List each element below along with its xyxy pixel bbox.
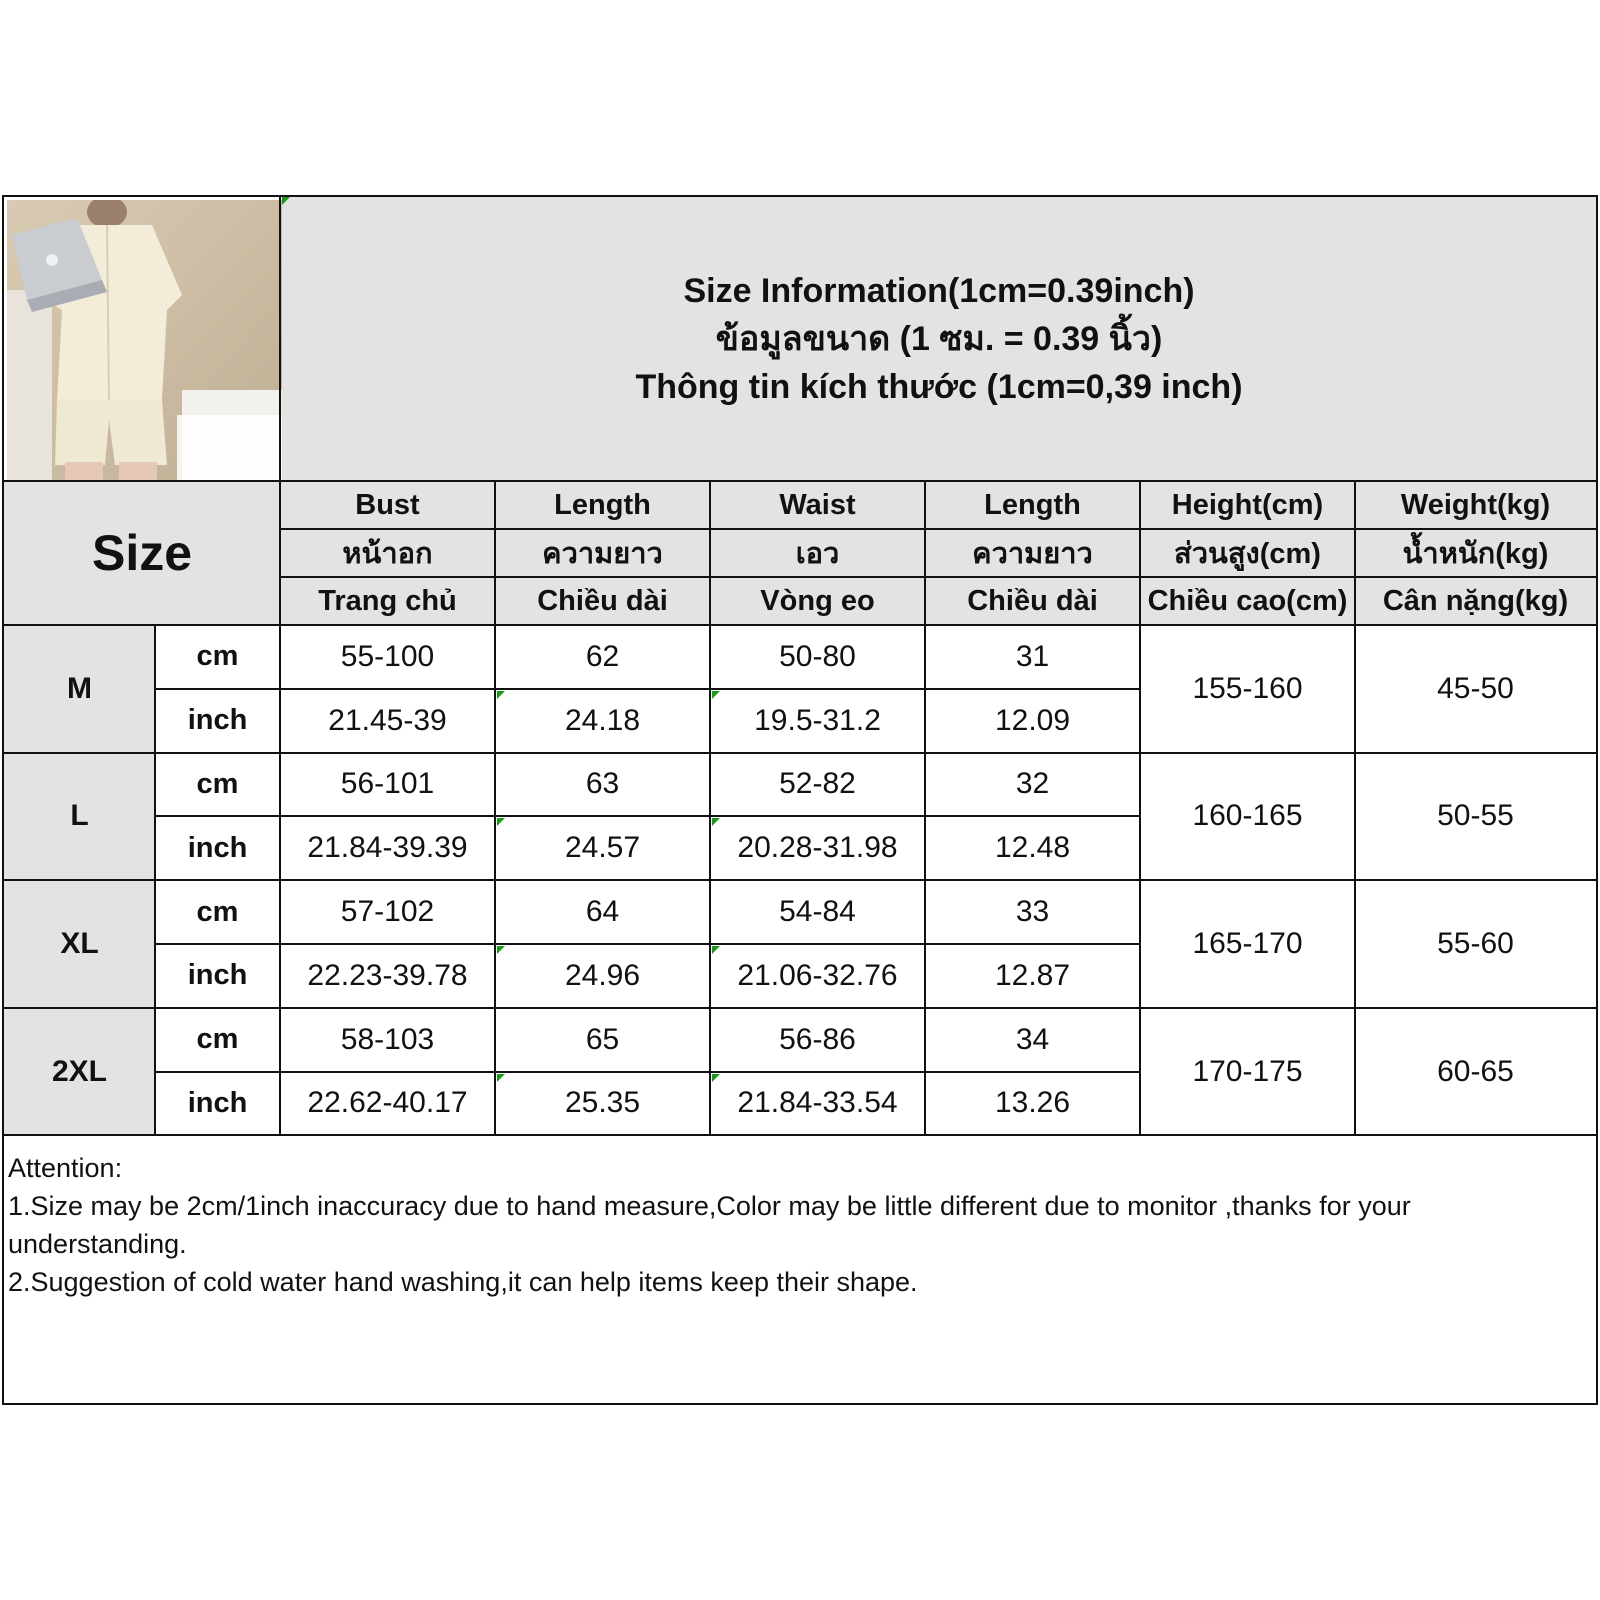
unit-label: inch [187,1086,248,1119]
size-name-cell [4,1008,155,1136]
measurement-cell [710,880,925,944]
column-header-label: ส่วนสูง(cm) [1174,538,1321,570]
measurement-cell [710,1008,925,1072]
measurement-value: 62 [585,639,620,673]
cell-marker-icon [497,818,505,826]
unit-cell [155,944,280,1008]
unit-label: inch [187,959,248,992]
measurement-value: 22.62-40.17 [307,1086,468,1120]
grid-line [4,480,1596,482]
unit-cell [155,753,280,817]
size-header [4,481,280,625]
measurement-value: 24.18 [564,703,641,737]
measurement-cell [925,753,1140,817]
unit-label: cm [196,895,239,928]
measurement-cell [710,944,925,1008]
measurement-cell [280,816,495,880]
cell-marker-icon [497,1074,505,1082]
height-cell [1140,625,1355,753]
grid-line [924,481,926,1135]
column-header-4-th [1140,529,1355,577]
weight-value: 55-60 [1437,926,1514,960]
notes-line-1: 1.Size may be 2cm/1inch inaccuracy due to hand measure,Color may be little different due to monitor ,thanks for your [8,1191,1411,1221]
measurement-value: 19.5-31.2 [754,703,881,737]
measurement-value: 24.57 [564,831,641,865]
measurement-cell [280,689,495,753]
weight-value: 45-50 [1437,671,1514,705]
notes-line-1-continued: understanding. [8,1229,187,1259]
product-photo-image [7,200,282,480]
height-cell [1140,1008,1355,1136]
measurement-value: 22.23-39.78 [307,958,468,992]
unit-label: inch [187,831,248,864]
column-header-1-th [495,529,710,577]
measurement-value: 20.28-31.98 [737,831,898,865]
measurement-value: 21.06-32.76 [737,958,898,992]
measurement-value: 33 [1015,895,1050,929]
grid-line [494,481,496,1135]
column-header-label: ความยาว [972,538,1093,570]
grid-line [709,481,711,1135]
grid-line [155,688,1140,690]
grid-line [4,624,1596,626]
column-header-label: Chiều cao(cm) [1147,584,1348,617]
measurement-cell [710,1072,925,1136]
height-value: 155-160 [1192,671,1303,705]
grid-line [279,197,281,1135]
cell-marker-icon [712,691,720,699]
measurement-cell [925,1072,1140,1136]
cell-marker-icon [712,818,720,826]
cell-marker-icon [712,946,720,954]
measurement-cell [280,880,495,944]
unit-label: cm [196,767,239,800]
grid-line [154,625,156,1135]
grid-line [4,752,1596,754]
title-block [282,197,1596,481]
measurement-value: 56-86 [779,1022,856,1056]
measurement-value: 24.96 [564,958,641,992]
attention-notes [8,1149,1578,1301]
measurement-cell [710,625,925,689]
measurement-value: 54-84 [779,895,856,929]
column-header-0-en [280,481,495,529]
column-header-0-th [280,529,495,577]
column-header-5-vi [1355,577,1596,625]
size-chart [2,195,1598,1405]
measurement-cell [280,1072,495,1136]
measurement-value: 50-80 [779,639,856,673]
measurement-cell [280,753,495,817]
column-header-0-vi [280,577,495,625]
weight-cell [1355,625,1596,753]
measurement-value: 34 [1015,1022,1050,1056]
column-header-5-th [1355,529,1596,577]
column-header-2-en [710,481,925,529]
column-header-label: Chiều dài [967,584,1098,617]
column-header-label: Waist [779,488,856,521]
measurement-cell [495,944,710,1008]
unit-cell [155,816,280,880]
measurement-value: 55-100 [340,639,435,673]
measurement-cell [710,689,925,753]
column-header-label: หน้าอก [342,538,433,570]
unit-label: inch [187,704,248,737]
column-header-2-vi [710,577,925,625]
grid-line [155,943,1140,945]
notes-heading: Attention: [8,1153,123,1183]
column-header-3-vi [925,577,1140,625]
height-cell [1140,880,1355,1008]
column-header-label: Length [984,488,1081,521]
unit-label: cm [196,640,239,673]
grid-line [4,1007,1596,1009]
grid-line [280,528,1596,530]
column-header-label: Cân nặng(kg) [1382,584,1569,617]
measurement-cell [925,880,1140,944]
cell-marker-icon [497,946,505,954]
size-name-cell [4,753,155,881]
size-name: M [67,671,92,705]
grid-line [4,879,1596,881]
size-name: 2XL [51,1054,108,1088]
measurement-value: 65 [585,1022,620,1056]
column-header-2-th [710,529,925,577]
grid-line [280,576,1596,578]
weight-value: 60-65 [1437,1054,1514,1088]
measurement-value: 63 [585,767,620,801]
measurement-cell [925,816,1140,880]
column-header-3-en [925,481,1140,529]
column-header-label: Length [554,488,651,521]
size-name-cell [4,880,155,1008]
grid-line [4,1134,1596,1136]
height-value: 170-175 [1192,1054,1303,1088]
unit-cell [155,880,280,944]
measurement-cell [495,753,710,817]
column-header-label: Chiều dài [537,584,668,617]
unit-cell [155,689,280,753]
measurement-cell [280,625,495,689]
measurement-value: 58-103 [340,1022,435,1056]
measurement-cell [925,625,1140,689]
weight-cell [1355,880,1596,1008]
title-thai: ข้อมูลขนาด (1 ซม. = 0.39 นิ้ว) [715,320,1163,358]
weight-value: 50-55 [1437,799,1514,833]
height-cell [1140,753,1355,881]
measurement-value: 21.84-39.39 [307,831,468,865]
grid-line [155,815,1140,817]
size-header-label: Size [91,525,193,581]
measurement-value: 32 [1015,767,1050,801]
cell-marker-icon [282,197,290,205]
column-header-label: Trang chủ [318,584,457,617]
measurement-cell [710,753,925,817]
measurement-value: 13.26 [994,1086,1071,1120]
column-header-4-vi [1140,577,1355,625]
weight-cell [1355,1008,1596,1136]
measurement-value: 57-102 [340,895,435,929]
weight-cell [1355,753,1596,881]
column-header-label: เอว [795,538,840,570]
measurement-cell [280,944,495,1008]
measurement-value: 52-82 [779,767,856,801]
height-value: 160-165 [1192,799,1303,833]
measurement-cell [495,880,710,944]
column-header-label: ความยาว [542,538,663,570]
measurement-value: 12.87 [994,958,1071,992]
measurement-value: 12.09 [994,703,1071,737]
column-header-label: Height(cm) [1171,488,1324,521]
measurement-cell [925,944,1140,1008]
size-name: L [70,799,89,833]
unit-cell [155,1008,280,1072]
title-vietnamese: Thông tin kích thước (1cm=0,39 inch) [635,368,1243,406]
measurement-value: 31 [1015,639,1050,673]
measurement-value: 64 [585,895,620,929]
measurement-cell [495,1072,710,1136]
column-header-3-th [925,529,1140,577]
column-header-1-vi [495,577,710,625]
measurement-value: 21.84-33.54 [737,1086,898,1120]
product-photo [7,200,282,480]
notes-line-2: 2.Suggestion of cold water hand washing,it can help items keep their shape. [8,1267,918,1297]
cell-marker-icon [712,1074,720,1082]
column-header-5-en [1355,481,1596,529]
measurement-cell [710,816,925,880]
measurement-value: 56-101 [340,767,435,801]
measurement-cell [495,625,710,689]
measurement-cell [925,689,1140,753]
column-header-label: น้ำหนัก(kg) [1402,538,1549,570]
measurement-value: 21.45-39 [328,703,447,737]
column-header-4-en [1140,481,1355,529]
size-name: XL [60,926,99,960]
height-value: 165-170 [1192,926,1303,960]
column-header-label: Weight(kg) [1400,488,1551,521]
unit-cell [155,625,280,689]
grid-line [1354,481,1356,1135]
measurement-cell [495,689,710,753]
column-header-1-en [495,481,710,529]
cell-marker-icon [497,691,505,699]
column-header-label: Vòng eo [760,584,875,617]
size-name-cell [4,625,155,753]
grid-line [1139,481,1141,1135]
measurement-cell [495,1008,710,1072]
measurement-cell [280,1008,495,1072]
column-header-label: Bust [355,488,420,521]
title-english: Size Information(1cm=0.39inch) [683,272,1195,310]
unit-label: cm [196,1023,239,1056]
grid-line [155,1071,1140,1073]
measurement-cell [925,1008,1140,1072]
measurement-value: 12.48 [994,831,1071,865]
measurement-value: 25.35 [564,1086,641,1120]
unit-cell [155,1072,280,1136]
measurement-cell [495,816,710,880]
